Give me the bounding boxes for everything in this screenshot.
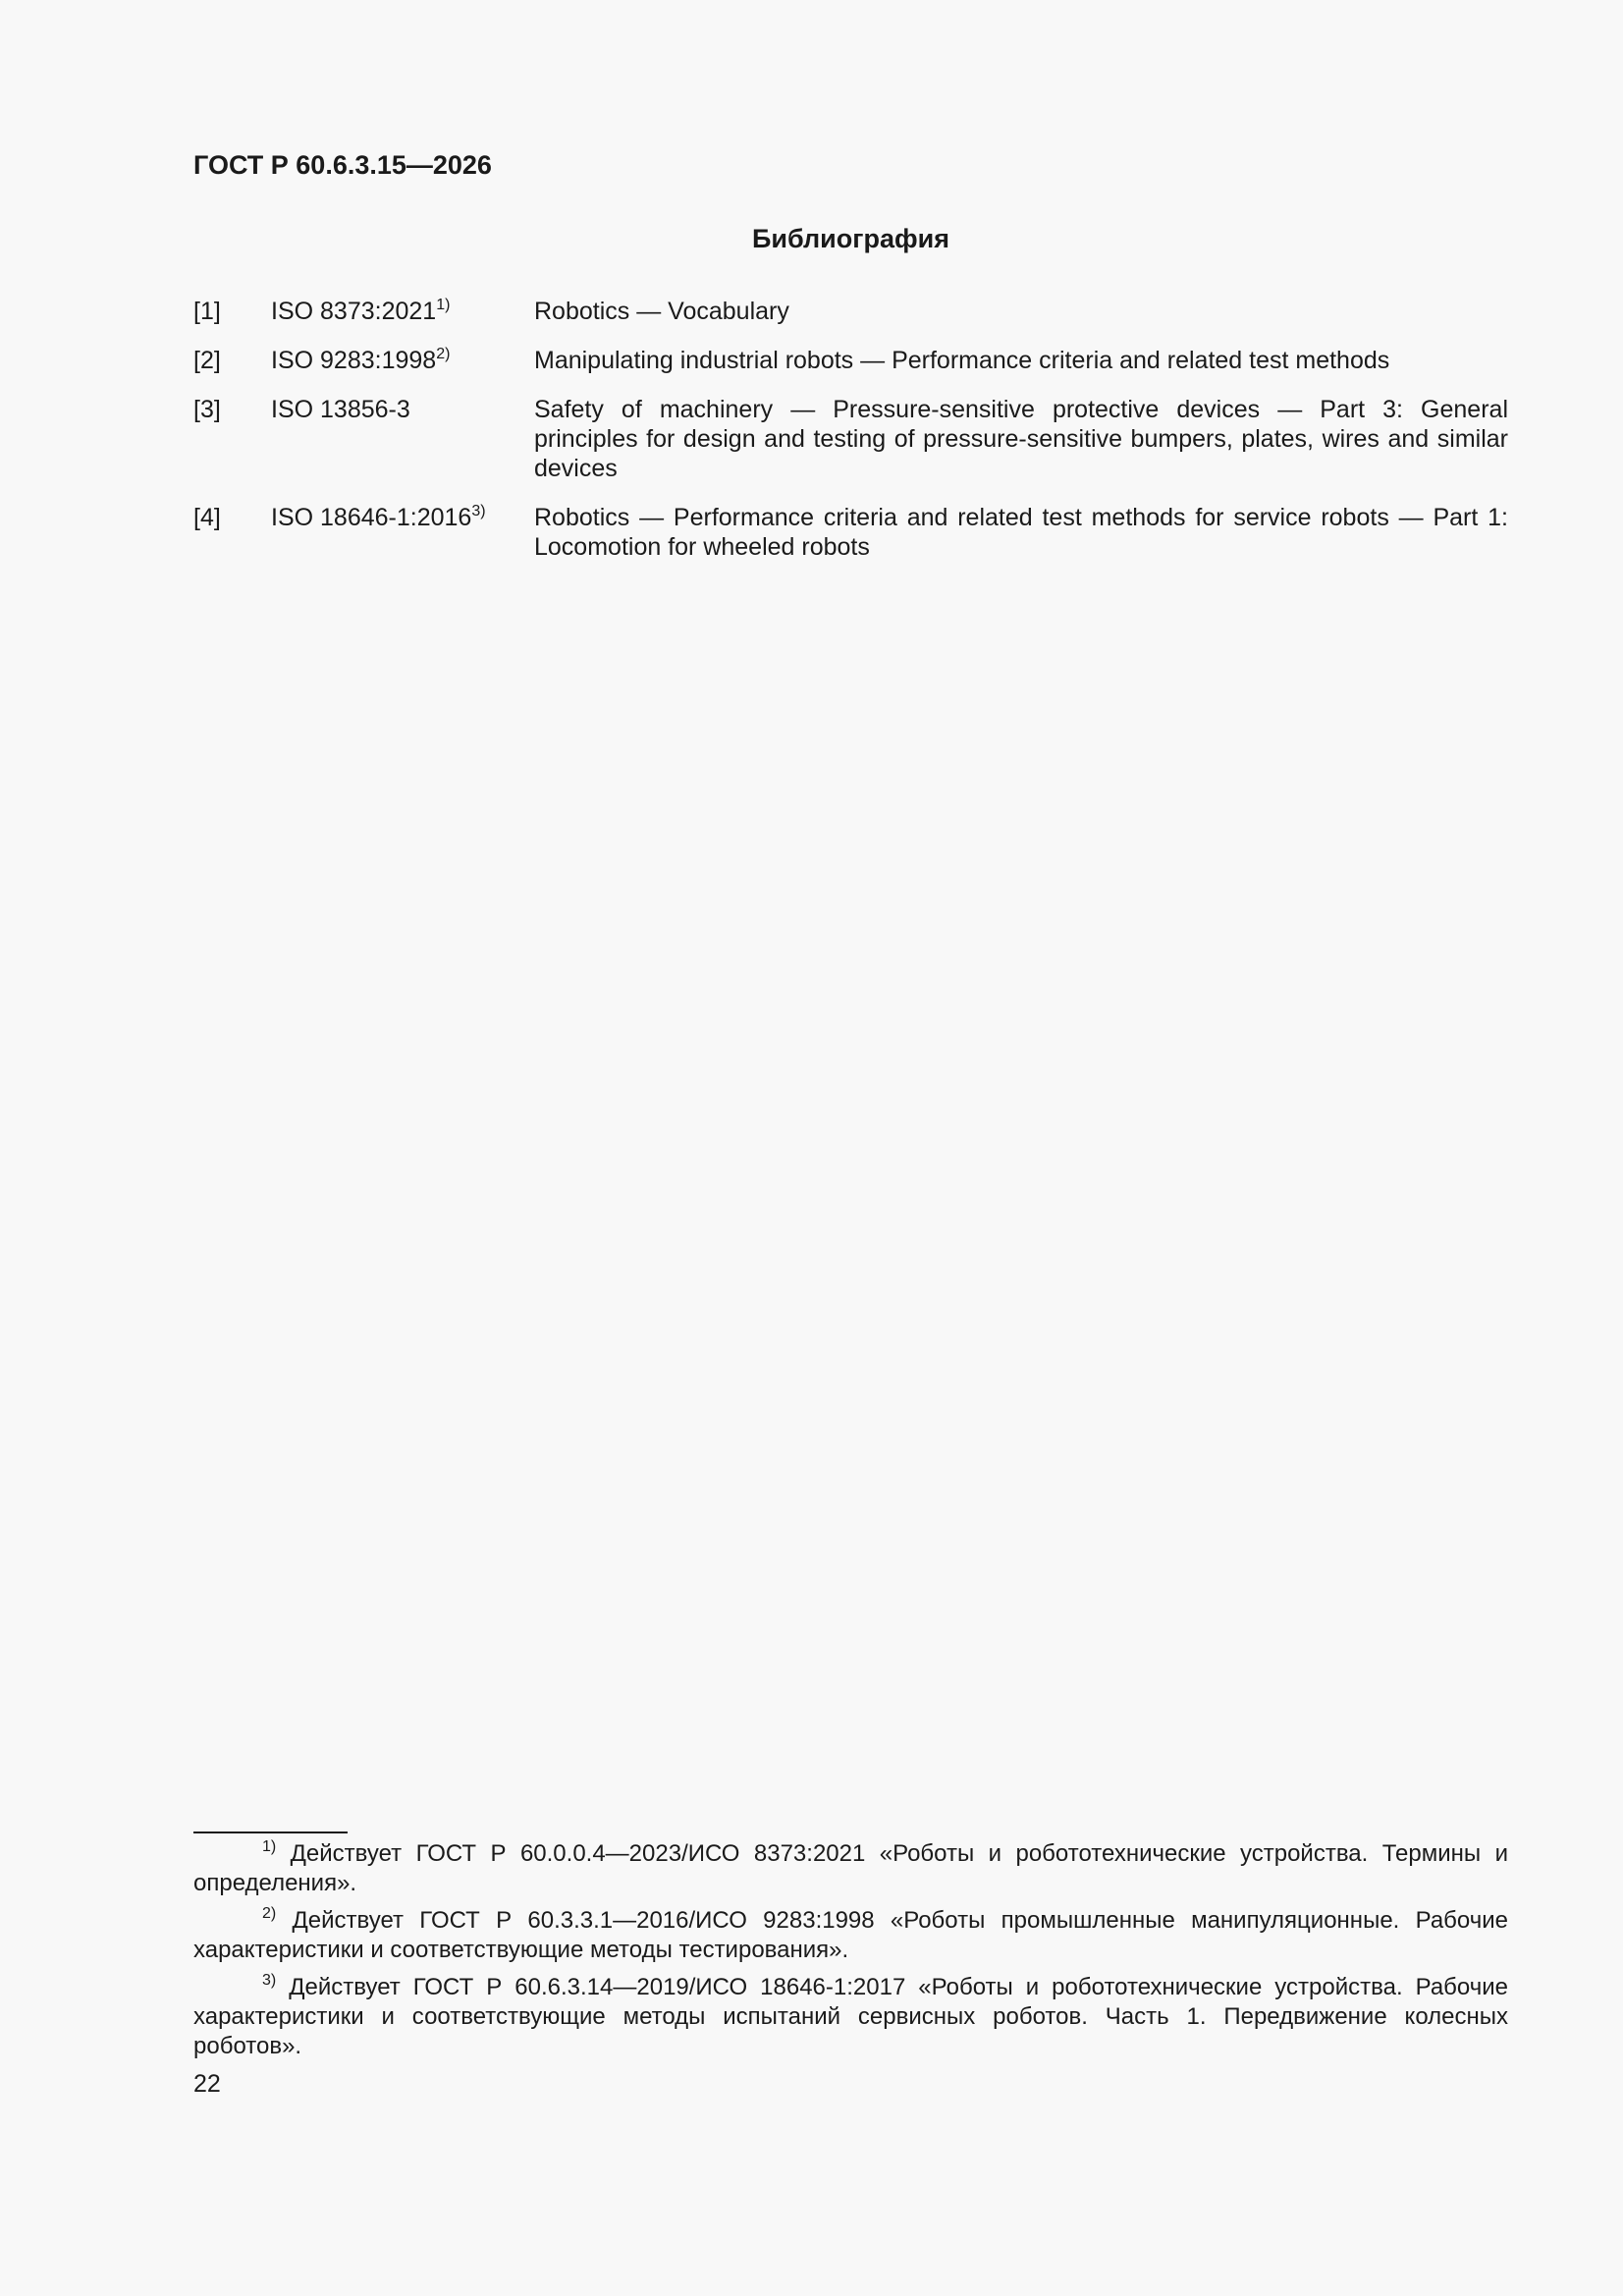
entry-number: [1] (193, 298, 221, 325)
footnote-divider (193, 1831, 348, 1833)
standard-code: ISO 9283:1998 (271, 347, 437, 374)
footnote-mark: 2) (262, 1905, 277, 1922)
footnote-ref[interactable]: 1) (436, 297, 451, 313)
page-number: 22 (193, 2070, 221, 2098)
bibliography-entry (193, 503, 1508, 562)
footnote-mark: 1) (262, 1838, 277, 1855)
footnote-text: Действует ГОСТ Р 60.0.0.4—2023/ИСО 8373:2021 «Роботы и робототехнические устройства. Термины и определения». (193, 1840, 1508, 1896)
standard-code: ISO 13856-3 (271, 396, 410, 423)
entry-standard (271, 503, 534, 562)
entry-title: Robotics — Vocabulary (534, 298, 789, 325)
entry-standard (271, 346, 534, 375)
footnote-text: Действует ГОСТ Р 60.3.3.1—2016/ИСО 9283:1998 «Роботы промышленные манипуляционные. Рабочие характеристики и соответствующие методы тестирования». (193, 1907, 1508, 1963)
page-content (193, 147, 1508, 581)
footnote-text: Действует ГОСТ Р 60.6.3.14—2019/ИСО 18646-1:2017 «Роботы и робототехнические устройства. Рабочие характеристики и соответствующие методы испытаний сервисных роботов. Часть 1. Передвижение колесных роботов». (193, 1974, 1508, 2059)
footnote-ref[interactable]: 2) (436, 346, 451, 362)
bibliography-entry (193, 346, 1508, 375)
document-code: ГОСТ Р 60.6.3.15—2026 (193, 150, 492, 180)
footnote-ref[interactable]: 3) (471, 503, 486, 519)
entry-title: Manipulating industrial robots — Performance criteria and related test methods (534, 347, 1390, 374)
footnote (193, 1906, 1508, 1965)
entry-title: Robotics — Performance criteria and related test methods for service robots — Part 1: Locomotion for wheeled robots (534, 504, 1508, 561)
entry-number: [2] (193, 347, 221, 374)
footnote-mark: 3) (262, 1972, 277, 1989)
footnote (193, 1839, 1508, 1898)
entry-title: Safety of machinery — Pressure-sensitive protective devices — Part 3: General principles for design and testing of pressure-sensitive bumpers, plates, wires and similar devices (534, 396, 1508, 482)
bibliography-entry (193, 395, 1508, 483)
standard-code: ISO 18646-1:2016 (271, 504, 472, 531)
footnotes (193, 1831, 1508, 2099)
entry-standard (271, 297, 534, 326)
entry-number: [4] (193, 504, 221, 531)
footnote (193, 1973, 1508, 2061)
standard-code: ISO 8373:2021 (271, 298, 437, 325)
bibliography-entry (193, 297, 1508, 326)
bibliography-list (193, 297, 1508, 562)
entry-standard (271, 395, 534, 483)
section-title: Библиография (752, 224, 949, 253)
entry-number: [3] (193, 396, 221, 423)
